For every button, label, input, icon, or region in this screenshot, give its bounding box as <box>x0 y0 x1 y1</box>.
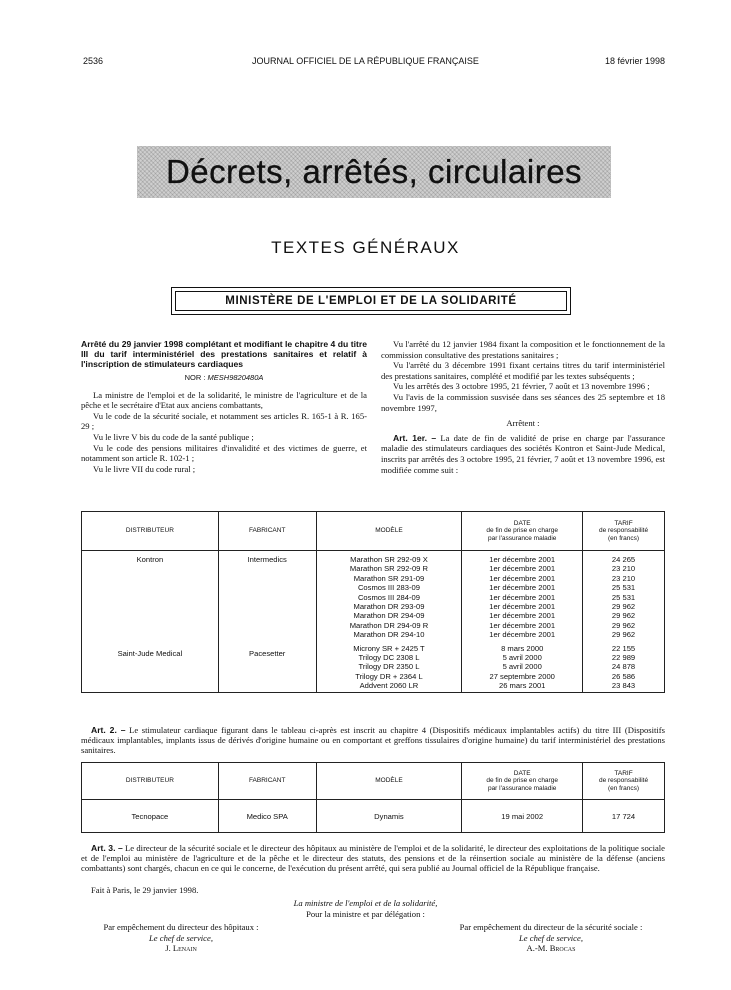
table-1 <box>81 511 665 693</box>
signature-right-block <box>431 922 671 954</box>
left-paragraph: Vu le livre VII du code rural ; <box>93 463 196 474</box>
signature-left-name: J. Lenain <box>165 943 197 953</box>
col-distributeur: DISTRIBUTEUR <box>82 512 219 551</box>
modele: Marathon DR 294-09 <box>353 611 425 621</box>
modele: Cosmos III 284-09 <box>357 592 420 602</box>
distributeur-kontron: Kontron <box>136 555 164 564</box>
cell-distributeurs <box>82 551 219 693</box>
col-distributeur: DISTRIBUTEUR <box>82 763 219 800</box>
signature-left-line1: Par empêchement du directeur des hôpitaux : <box>103 922 259 932</box>
journal-title: JOURNAL OFFICIEL DE LA RÉPUBLIQUE FRANÇAISE <box>252 56 479 66</box>
tarif: 29 962 <box>611 602 636 612</box>
arretent: Arrêtent : <box>506 418 540 429</box>
col-date-sub2: par l'assurance maladie <box>487 784 557 792</box>
banner-title: Décrets, arrêtés, circulaires <box>165 153 583 190</box>
table-header-row <box>82 763 665 800</box>
tarif: 23 210 <box>611 573 636 583</box>
col-tarif <box>583 763 665 800</box>
cell-modele: Dynamis <box>316 800 462 833</box>
left-paragraph: Vu le code des pensions militaires d'invalidité et des victimes de guerre, et notamment son article R. 102-1 ; <box>81 442 367 464</box>
modele: Trilogy DR + 2364 L <box>355 671 423 681</box>
tarif: 22 155 <box>611 643 636 653</box>
date: 1er décembre 2001 <box>489 630 556 640</box>
cell-tarifs <box>583 551 665 693</box>
col-date-sub1: de fin de prise en charge <box>486 527 558 535</box>
page-number: 2536 <box>83 56 104 66</box>
modele: Cosmos III 283-09 <box>357 583 420 593</box>
signature-delegation: Pour la ministre et par délégation : <box>306 909 425 919</box>
left-paragraph: La ministre de l'emploi et de la solidarité, le ministre de l'agriculture et de la pêche et le secrétaire d'Etat aux anciens combattants, <box>81 389 367 411</box>
article-3-label: Art. 3. – <box>91 843 123 853</box>
right-paragraph: Vu l'avis de la commission susvisée dans ses séances des 25 septembre et 18 novembre 1997, <box>381 391 665 413</box>
col-tarif-title: TARIF <box>614 769 633 777</box>
modele: Microny SR + 2425 T <box>353 643 425 653</box>
tarif: 29 962 <box>611 611 636 621</box>
modele: Marathon SR 292-09 R <box>349 564 428 574</box>
distributeur-saint-jude: Saint-Jude Medical <box>117 649 183 658</box>
col-date-title: DATE <box>513 519 531 527</box>
signature-left-line2: Le chef de service, <box>149 932 213 943</box>
col-tarif-sub1: de responsabilité <box>598 527 649 535</box>
col-fabricant: FABRICANT <box>218 512 316 551</box>
col-tarif-sub1: de responsabilité <box>598 777 649 785</box>
right-paragraph: Vu l'arrêté du 3 décembre 1991 fixant certains titres du tarif interministériel des prestations sanitaires, complété et modifié par les textes subséquents ; <box>381 360 665 381</box>
right-column <box>381 339 665 475</box>
modele: Marathon SR 292-09 X <box>350 555 428 564</box>
cell-distributeur: Tecnopace <box>82 800 219 833</box>
modele: Trilogy DC 2308 L <box>358 653 420 663</box>
left-column <box>81 339 367 474</box>
date: 5 avril 2000 <box>502 662 542 672</box>
col-date <box>462 512 583 551</box>
article-2-text: Le stimulateur cardiaque figurant dans le tableau ci-après est inscrit au chapitre 4 (Dispositifs médicaux implantables actifs) du titre III (Dispositifs médicaux implantables, implants issus de dérivés d'origine humaine ou en comportant et greffons tissulaires d'origine humaine) du tarif interministériel des prestations sanitaires. <box>81 725 665 755</box>
tarif: 25 531 <box>611 592 636 602</box>
cell-tarif: 17 724 <box>583 800 665 833</box>
tarif: 25 531 <box>611 583 636 593</box>
col-modele: MODÈLE <box>316 763 462 800</box>
modele: Marathon DR 293-09 <box>353 602 425 612</box>
date: 1er décembre 2001 <box>489 555 556 564</box>
modele: Trilogy DR 2350 L <box>358 662 420 672</box>
col-date-sub2: par l'assurance maladie <box>487 534 557 542</box>
date: 1er décembre 2001 <box>489 620 556 630</box>
table-row <box>82 800 665 833</box>
right-paragraph: Vu l'arrêté du 12 janvier 1984 fixant la composition et le fonctionnement de la commission consultative des prestations sanitaires ; <box>381 339 665 360</box>
signature-minister: La ministre de l'emploi et de la solidarité, <box>293 898 438 908</box>
ministry-name: MINISTÈRE DE L'EMPLOI ET DE LA SOLIDARITÉ <box>175 291 567 311</box>
col-date <box>462 763 583 800</box>
date: 1er décembre 2001 <box>489 564 556 574</box>
table-body-row <box>82 551 665 693</box>
article-2 <box>81 725 665 755</box>
cell-fabricants <box>218 551 316 693</box>
modele: Marathon SR 291-09 <box>353 573 425 583</box>
left-paragraph: Vu le livre V bis du code de la santé publique ; <box>93 431 254 442</box>
col-tarif-title: TARIF <box>614 519 633 527</box>
cell-modeles <box>316 551 462 693</box>
tarif: 24 878 <box>611 662 636 672</box>
date: 1er décembre 2001 <box>489 592 556 602</box>
issue-date: 18 février 1998 <box>604 56 665 66</box>
cell-dates <box>462 551 583 693</box>
date: 27 septembre 2000 <box>489 671 555 681</box>
col-modele: MODÈLE <box>316 512 462 551</box>
left-paragraph: Vu le code de la sécurité sociale, et notamment ses articles R. 165-1 à R. 165-29 ; <box>81 410 367 432</box>
tarif: 24 265 <box>611 555 636 564</box>
col-date-sub1: de fin de prise en charge <box>486 777 558 785</box>
tarif: 29 962 <box>611 620 636 630</box>
article-3 <box>81 843 665 873</box>
tarif: 29 962 <box>611 630 636 640</box>
signature-right-name: A.-M. Brocas <box>526 943 576 953</box>
table-header-row <box>82 512 665 551</box>
date: 1er décembre 2001 <box>489 602 556 612</box>
section-banner <box>137 146 611 198</box>
modele: Addvent 2060 LR <box>359 681 419 691</box>
date: 1er décembre 2001 <box>489 583 556 593</box>
modele: Marathon DR 294-09 R <box>349 620 429 630</box>
date: 1er décembre 2001 <box>489 573 556 583</box>
nor-label: NOR : <box>184 373 206 382</box>
article-2-label: Art. 2. – <box>91 725 126 735</box>
article-1-label: Art. 1er. – <box>393 432 437 443</box>
cell-date: 19 mai 2002 <box>462 800 583 833</box>
signature-right-line1: Par empêchement du directeur de la sécurité sociale : <box>459 922 643 932</box>
tarif: 23 843 <box>611 681 636 691</box>
col-tarif-sub2: (en francs) <box>607 784 640 792</box>
section-title: TEXTES GÉNÉRAUX <box>271 238 460 257</box>
signature-left-block <box>81 922 281 954</box>
tarif: 23 210 <box>611 564 636 574</box>
nor-reference <box>81 373 367 384</box>
table-2 <box>81 762 665 833</box>
article-1 <box>381 433 665 475</box>
arrete-title: Arrêté du 29 janvier 1998 complétant et modifiant le chapitre 4 du titre III du tarif interministériel des prestations sanitaires et relatif à l'inscription de stimulateurs cardiaques <box>81 339 367 369</box>
col-fabricant: FABRICANT <box>218 763 316 800</box>
date: 8 mars 2000 <box>501 643 544 653</box>
nor-code: MESH9820480A <box>207 373 264 382</box>
ministry-box <box>171 287 571 315</box>
fabricant-pacesetter: Pacesetter <box>249 649 286 658</box>
article-1-text: La date de fin de validité de prise en charge par l'assurance maladie des stimulateurs cardiaques des sociétés Kontron et Saint-Jude Medical, inscrits par arrêtés des 3 octobre 1995, 21 février, 7 août et 13 novembre 1996, est modifiée comme suit : <box>381 432 666 475</box>
col-tarif-sub2: (en francs) <box>608 534 640 542</box>
date: 1er décembre 2001 <box>489 611 556 621</box>
date: 5 avril 2000 <box>502 653 542 663</box>
signature-right-line2: Le chef de service, <box>519 932 583 943</box>
date: 26 mars 2001 <box>498 681 546 691</box>
fait-a-paris: Fait à Paris, le 29 janvier 1998. <box>91 885 199 895</box>
col-tarif <box>583 512 665 551</box>
fabricant-intermedics: Intermedics <box>247 555 287 564</box>
modele: Marathon DR 294-10 <box>353 630 425 640</box>
tarif: 26 586 <box>611 671 636 681</box>
tarif: 22 989 <box>611 653 636 663</box>
article-3-text: Le directeur de la sécurité sociale et le directeur des hôpitaux au ministère de l'emploi et de la solidarité, le directeur des exploitations de la politique sociale et de l'emploi au ministère de l'agriculture et de la pêche et le directeur des statuts, des pensions et de la réinsertion sociale au ministère de la défense (anciens combattants) sont chargés, chacun en ce qui le concerne, de l'exécution du présent arrêté, qui sera publié au Journal officiel de la République française. <box>81 843 665 873</box>
cell-fabricant: Medico SPA <box>218 800 316 833</box>
col-date-title: DATE <box>513 769 531 777</box>
right-paragraph: Vu les arrêtés des 3 octobre 1995, 21 février, 7 août et 13 novembre 1996 ; <box>393 381 650 392</box>
